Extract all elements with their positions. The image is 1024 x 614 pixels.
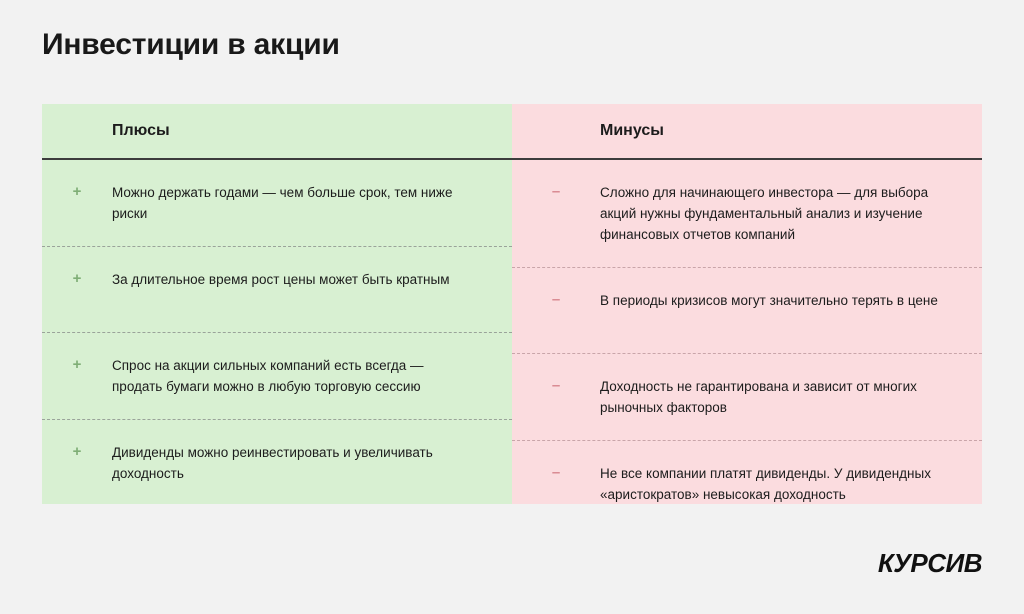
brand-logo: КУРСИВ bbox=[877, 548, 982, 578]
page-title: Инвестиции в акции bbox=[42, 28, 340, 61]
minus-icon: – bbox=[551, 291, 561, 308]
cons-header-label: Минусы bbox=[600, 122, 664, 139]
cons-item-text: Не все компании платят дивиденды. У дивидендных «аристократов» невысокая доходность bbox=[600, 466, 931, 502]
pros-item-text: Можно держать годами — чем больше срок, тем ниже риски bbox=[112, 185, 453, 221]
table-row bbox=[42, 419, 512, 506]
table-row bbox=[42, 332, 512, 419]
plus-icon: + bbox=[72, 183, 82, 200]
table-row bbox=[512, 440, 982, 527]
table-row bbox=[512, 160, 982, 267]
cons-item-text: В периоды кризисов могут значительно терять в цене bbox=[600, 293, 938, 308]
pros-item-text: За длительное время рост цены может быть кратным bbox=[112, 272, 450, 287]
pros-item-text: Дивиденды можно реинвестировать и увеличивать доходность bbox=[112, 445, 433, 481]
minus-icon: – bbox=[551, 183, 561, 200]
table-row bbox=[42, 246, 512, 332]
pros-rows bbox=[42, 160, 512, 506]
minus-icon: – bbox=[551, 464, 561, 481]
table-row bbox=[512, 267, 982, 353]
plus-icon: + bbox=[72, 270, 82, 287]
cons-rows bbox=[512, 160, 982, 527]
pros-column bbox=[42, 104, 512, 504]
cons-item-text: Сложно для начинающего инвестора — для выбора акций нужны фундаментальный анализ и изучение финансовых отчетов компаний bbox=[600, 185, 929, 242]
plus-icon: + bbox=[72, 443, 82, 460]
pros-cons-table bbox=[42, 104, 982, 504]
cons-column-header bbox=[512, 104, 982, 160]
pros-column-header bbox=[42, 104, 512, 160]
table-row bbox=[512, 353, 982, 440]
pros-header-label: Плюсы bbox=[112, 122, 170, 139]
plus-icon: + bbox=[72, 356, 82, 373]
pros-item-text: Спрос на акции сильных компаний есть всегда — продать бумаги можно в любую торговую сессию bbox=[112, 358, 424, 394]
cons-column bbox=[512, 104, 982, 504]
table-row bbox=[42, 160, 512, 246]
minus-icon: – bbox=[551, 377, 561, 394]
cons-item-text: Доходность не гарантирована и зависит от многих рыночных факторов bbox=[600, 379, 917, 415]
